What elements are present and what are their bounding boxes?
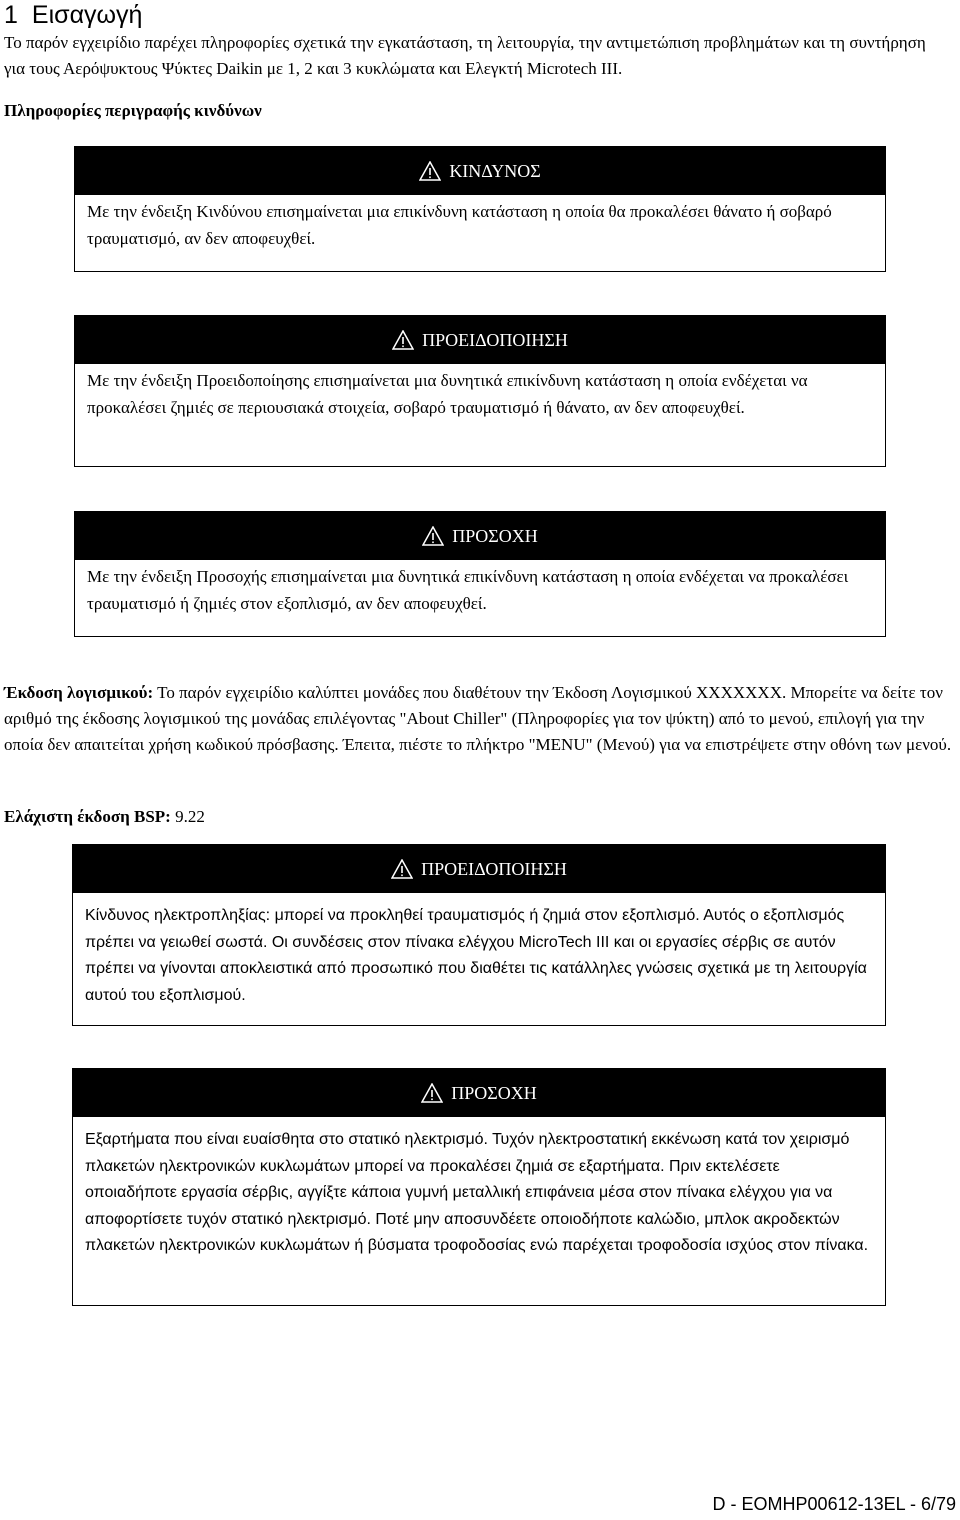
danger-box-header xyxy=(75,147,885,195)
static-caution-text: Εξαρτήματα που είναι ευαίσθητα στο στατικό ηλεκτρισμό. Τυχόν ηλεκτροστατική εκκένωση κατά τον χειρισμό πλακετών ηλεκτρονικών κυκλωμάτων μπορεί να προκαλέσει ζημιά σε εξαρτήματα. Πριν εκτελέσετε οποιαδήποτε εργασία σέρβις, αγγίξτε κάποια γυμνή μεταλλική επιφάνεια μέσα στον πίνακα ελέγχου για να αποφορτίσετε τυχόν στατικό ηλεκτρισμό. Ποτέ μην αποσυνδέετε οποιοδήποτε καλώδιο, μπλοκ ακροδεκτών πλακετών ηλεκτρονικών κυκλωμάτων ή βύσματα τροφοδοσίας ενώ παρέχεται τροφοδοσία ισχύος στον πίνακα. xyxy=(85,1131,869,1254)
hazard-info-title: Πληροφορίες περιγραφής κινδύνων xyxy=(4,101,262,120)
electric-shock-warning-title: ΠΡΟΕΙΔΟΠΟΙΗΣΗ xyxy=(421,858,567,879)
danger-box-text: Με την ένδειξη Κινδύνου επισημαίνεται μια επικίνδυνη κατάσταση η οποία θα προκαλέσει θάνατο ή σοβαρό τραυματισμό, αν δεν αποφευχθεί. xyxy=(87,202,832,248)
warning-box xyxy=(74,315,886,467)
warning-triangle-icon xyxy=(391,859,413,879)
warning-triangle-icon xyxy=(422,526,444,546)
static-caution-box xyxy=(72,1068,886,1306)
page-footer: D - EOMHP00612-13EL - 6/79 xyxy=(712,1494,956,1514)
bsp-value: 9.22 xyxy=(170,807,205,826)
static-caution-title: ΠΡΟΣΟΧΗ xyxy=(451,1082,537,1103)
caution-box-header xyxy=(75,512,885,560)
intro-paragraph: Το παρόν εγχειρίδιο παρέχει πληροφορίες σχετικά την εγκατάσταση, τη λειτουργία, την αντιμετώπιση προβλημάτων και τη συντήρηση για τους Αερόψυκτους Ψύκτες Daikin με 1, 2 και 3 κυκλώματα και Ελεγκτή Microtech III. xyxy=(4,33,926,78)
electric-shock-warning-box xyxy=(72,844,886,1026)
software-version-label: Έκδοση λογισμικού: xyxy=(4,683,154,702)
section-title: Εισαγωγή xyxy=(31,1,143,29)
caution-box-text: Με την ένδειξη Προσοχής επισημαίνεται μια δυνητικά επικίνδυνη κατάσταση η οποία ενδέχεται να προκαλέσει τραυματισμό ή ζημιές στον εξοπλισμό, αν δεν αποφευχθεί. xyxy=(87,567,849,613)
section-number: 1 xyxy=(4,1,18,29)
caution-box xyxy=(74,511,886,637)
warning-triangle-icon xyxy=(419,161,441,181)
danger-box-title: ΚΙΝΔΥΝΟΣ xyxy=(449,160,541,181)
bsp-version xyxy=(4,804,205,830)
warning-box-text: Με την ένδειξη Προειδοποίησης επισημαίνεται μια δυνητικά επικίνδυνη κατάσταση η οποία ενδέχεται να προκαλέσει ζημιές σε περιουσιακά στοιχεία, σοβαρό τραυματισμό ή θάνατο, αν δεν αποφευχθεί. xyxy=(87,371,808,417)
caution-box-title: ΠΡΟΣΟΧΗ xyxy=(452,525,538,546)
warning-box-header xyxy=(75,316,885,364)
bsp-label: Ελάχιστη έκδοση BSP: xyxy=(4,807,171,826)
warning-box-title: ΠΡΟΕΙΔΟΠΟΙΗΣΗ xyxy=(422,329,568,350)
danger-box xyxy=(74,146,886,272)
static-caution-header xyxy=(73,1069,885,1117)
warning-triangle-icon xyxy=(421,1083,443,1103)
software-version-paragraph xyxy=(4,680,954,758)
electric-shock-warning-header xyxy=(73,845,885,893)
software-version-text: Το παρόν εγχειρίδιο καλύπτει μονάδες που διαθέτουν την Έκδοση Λογισμικού XXXXXXX. Μπορείτε να δείτε τον αριθμό της έκδοσης λογισμικού της μονάδας επιλέγοντας "About Chiller" (Πληροφορίες για τον ψύκτη) από το μενού, επιλογή για την οποία δεν απαιτείται χρήση κωδικού πρόσβασης. Έπειτα, πιέστε το πλήκτρο "MENU" (Μενού) για να επιστρέψετε στην οθόνη των μενού. xyxy=(4,683,952,754)
section-heading xyxy=(4,0,142,30)
electric-shock-warning-text: Κίνδυνος ηλεκτροπληξίας: μπορεί να προκληθεί τραυματισμός ή ζημιά στον εξοπλισμό. Αυτός ο εξοπλισμός πρέπει να γειωθεί σωστά. Οι συνδέσεις στον πίνακα ελέγχου MicroTech III και οι εργασίες σέρβις σε αυτόν πρέπει να γίνονται αποκλειστικά από προσωπικό που διαθέτει τις κατάλληλες γνώσεις σχετικά με τη λειτουργία αυτού του εξοπλισμού. xyxy=(85,907,867,1004)
warning-triangle-icon xyxy=(392,330,414,350)
